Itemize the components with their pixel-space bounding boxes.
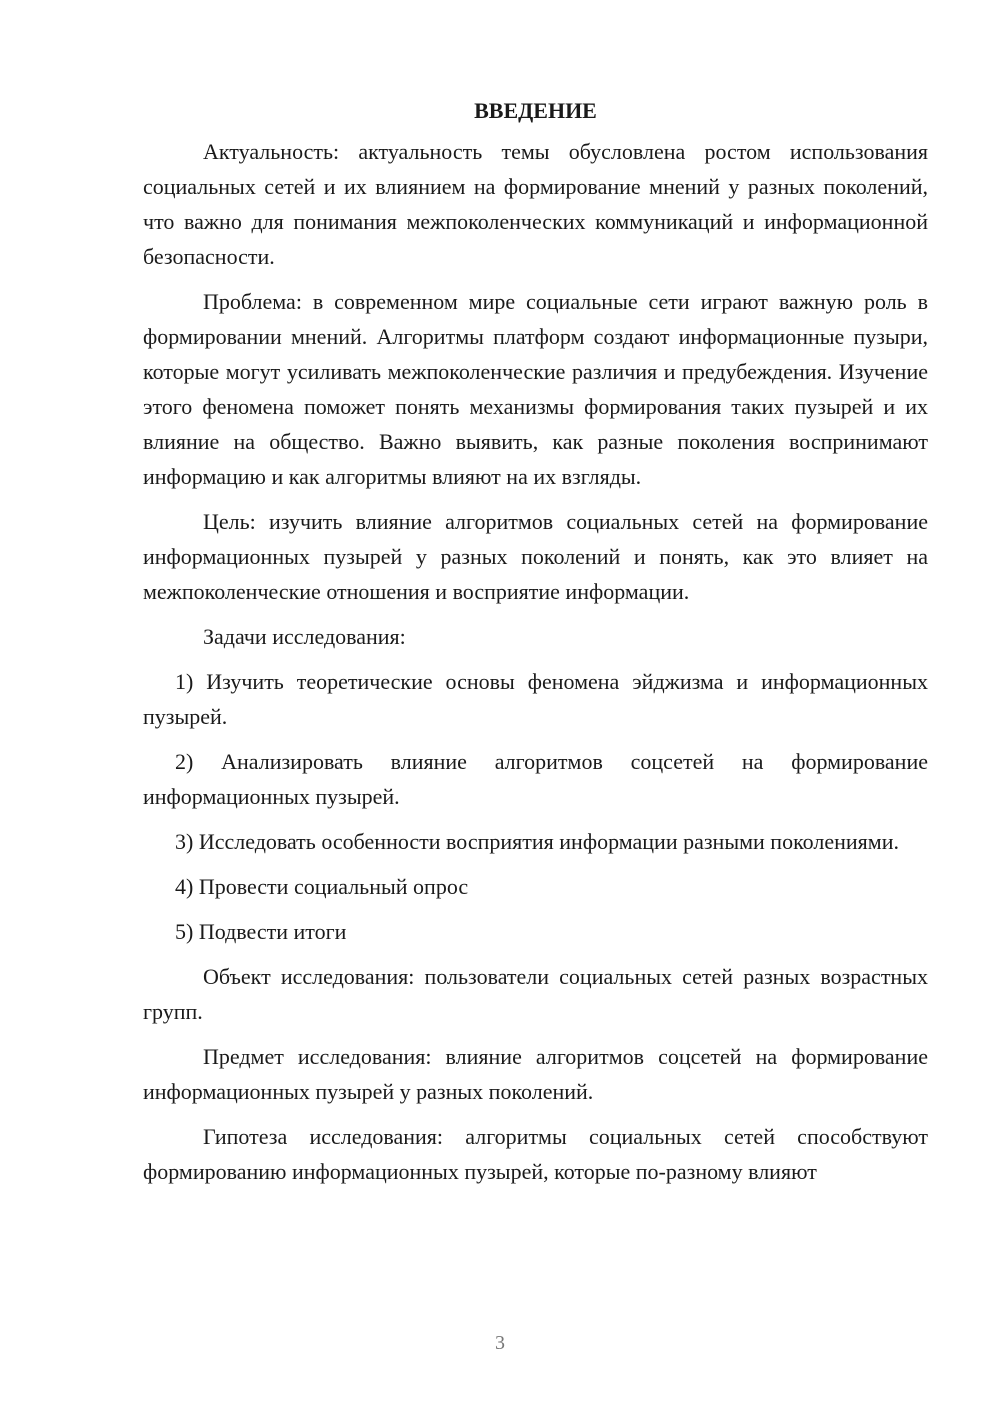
paragraph-goal: Цель: изучить влияние алгоритмов социальных сетей на формирование информационных пузырей у разных поколений и понять, как это влияет на межпоколенческие отношения и восприятие информации. — [143, 509, 928, 604]
task-item-2: 2) Анализировать влияние алгоритмов соцсетей на формирование информационных пузырей. — [143, 749, 928, 809]
paragraph-hypothesis: Гипотеза исследования: алгоритмы социальных сетей способствуют формированию информационных пузырей, которые по-разному влияют — [143, 1124, 928, 1184]
paragraph-object: Объект исследования: пользователи социальных сетей разных возрастных групп. — [143, 964, 928, 1024]
paragraph-problem: Проблема: в современном мире социальные сети играют важную роль в формировании мнений. Алгоритмы платформ создают информационные пузыри, которые могут усиливать межпоколенческие различия и предубеждения. Изучение этого феномена поможет понять механизмы формирования таких пузырей и их влияние на общество. Важно выявить, как разные поколения воспринимают информацию и как алгоритмы влияют на их взгляды. — [143, 289, 928, 489]
task-item-4: 4) Провести социальный опрос — [175, 874, 469, 899]
task-item-3: 3) Исследовать особенности восприятия информации разными поколениями. — [175, 829, 899, 854]
paragraph-tasks-title: Задачи исследования: — [203, 624, 406, 649]
section-heading: ВВЕДЕНИЕ — [474, 98, 597, 123]
page-content — [143, 96, 928, 1199]
task-item-5: 5) Подвести итоги — [175, 919, 347, 944]
paragraph-relevance: Актуальность: актуальность темы обусловлена ростом использования социальных сетей и их влиянием на формирование мнений у разных поколений, что важно для понимания межпоколенческих коммуникаций и информационной безопасности. — [143, 139, 928, 269]
paragraph-subject: Предмет исследования: влияние алгоритмов соцсетей на формирование информационных пузырей у разных поколений. — [143, 1044, 928, 1104]
page-number: 3 — [495, 1332, 505, 1354]
task-item-1: 1) Изучить теоретические основы феномена эйджизма и информационных пузырей. — [143, 669, 928, 729]
